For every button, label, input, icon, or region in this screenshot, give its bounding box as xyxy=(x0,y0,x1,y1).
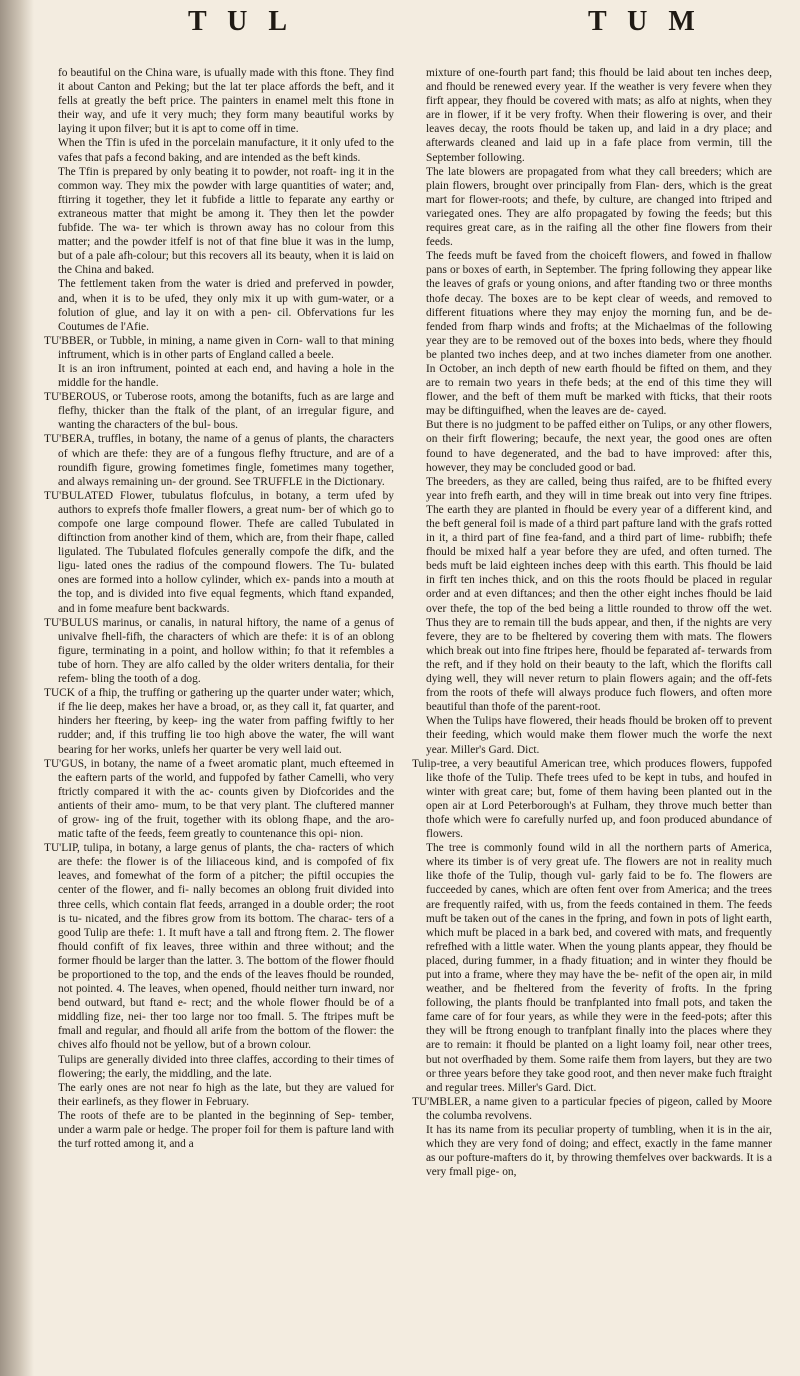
dictionary-entry: TU'BERA, truffles, in botany, the name of a genus of plants, the characters of which are thefe: they are of a fungous flefhy ftructure, and are of a roundifh figure, growing fometimes fingle, fometimes many together, and always remaining un- der ground. See TRUFFLE in the Dictionary. xyxy=(44,433,394,488)
dictionary-entry: Tulip-tree, a very beautiful American tree, which produces flowers, fuppofed like thofe of the Tulip. Thefe trees ufed to be kept in tubs, and houfed in winter with great care; but, fome of them having been planted out in the open air at Lord Peterborough's at Fulham, they throve much better than thofe which were fo carefully nurfed up, and foon produced abundance of flowers. xyxy=(412,757,772,841)
entry-paragraph: The breeders, as they are called, being thus raifed, are to be fhifted every year into frefh earth, and they will in time break out into very fine ftripes. The earth they are planted in fhould be every year of a different kind, and the beft general foil is made of a third part pafture land with the grafs rotted in it, a third part of fine fea-fand, and a third part of lime- rubbifh; thefe fhould be mixed half a year before they are ufed, and often turned. The beds muft be laid eighteen inches deep with this earth. This fhould be laid in firft ten inches thick, and on this the roots fhould be placed in regular order and at even diftances; and then the other eight inches fhould be laid over thefe, the top of the bed being a little rounded to throw off the wet. Thus they are to remain till the buds appear, and then, if the nights are very fevere, they are to be fheltered by covering them with mats. The flowers which break out into fine ftripes here, fhould be feparated af- terwards from the reft, and if they hold on their beauty to the laft, which the florifts call dying well, they will never return to plain flowers again; and the off-fets from the roots of thefe will always produce fuch flowers, and often more beautiful than thofe of the parent-root. xyxy=(426,475,772,714)
dictionary-entry: TU'BEROUS, or Tuberose roots, among the botanifts, fuch as are large and flefhy, thicker than the ftalk of the plant, of an irregular figure, and wanting the characters of the bul- bous. xyxy=(44,391,394,432)
entry-paragraph: It has its name from its peculiar property of tumbling, when it is in the air, which they are very fond of doing; and effect, exactly in the fame manner as our pofture-mafters do it, by throwing themfelves over backwards. It is a very fmall pige- on, xyxy=(426,1124,772,1179)
dictionary-entry: TUCK of a fhip, the truffing or gathering up the quarter under water; which, if fhe lie deep, makes her have a broad, or, as they call it, fat quarter, and hinders her fteering, by keep- ing the water from paffing fwiftly to her rudder; and, if this truffing lie too high above the water, fhe will want bearing for her works, unlefs her quarter be very well laid out. xyxy=(44,687,394,756)
running-head-left: T U L xyxy=(188,6,295,37)
entry-paragraph: It is an iron inftrument, pointed at each end, and having a hole in the middle for the handle. xyxy=(58,362,394,390)
entry-paragraph: Tulips are generally divided into three claffes, according to their times of flowering; the early, the middling, and the late. xyxy=(58,1053,394,1080)
entry-paragraph: But there is no judgment to be paffed either on Tulips, or any other flowers, on their firft flowering; becaufe, the next year, the good ones are often found to have degenerated, and the bad to have improved: after this, however, they may be concluded good or bad. xyxy=(426,419,772,474)
running-head-right: T U M xyxy=(588,6,702,37)
page-binding-shadow xyxy=(0,0,34,1376)
dictionary-entry: TU'BULUS marinus, or canalis, in natural hiftory, the name of a genus of univalve fhell-fifh, the characters of which are thefe: it is of an oblong figure, terminating in a point, and hollow within; fo that it refembles a tube of horn. They are alfo called by the older writers dentalia, for their refem- bling the tooth of a dog. xyxy=(44,616,394,686)
entry-paragraph: The late blowers are propagated from what they call breeders; which are plain flowers, brought over principally from Flan- ders, which is the great mart for flower-roots; and thefe, by culture, are changed into ftriped and variegated ones. They are alfo propagated by fowing the feeds; but this requires great care, as in the raifing all the other fine flowers from their feeds. xyxy=(426,165,772,249)
entry-paragraph: The tree is commonly found wild in all the northern parts of America, where its timber is of very great ufe. The flowers are not in reality much like thofe of the Tulip, though vul- garly faid to be fo. The flowers are fucceeded by canes, which are often fent over from America; and the trees are frequently raifed, with us, from the feeds contained in them. The feeds muft be taken out of the canes in the fpring, and fown in pots of light earth, which muft be placed in a bark bed, and covered with mats, and frequently refrefhed with a little water. When the young plants appear, they fhould be placed, during fummer, in a fhady fituation; and in winter they fhould be put into a frame, where they may have the be- nefit of the open air, in mild weather, and be fheltered from the feverity of frofts. In the fpring following, the plants fhould be tranfplanted into fmall pots, and taken the fame care of for four years, as while they were in the feed-pots; after this they will be ftrong enough to tranfplant finally into the places where they are to remain: it fhould be planted on a light loamy foil, near other trees, but not overfhaded by them. Some raife them from layers, but they are two or three years before they take good root, and then never make fuch ftraight and regular trees. Miller's Gard. Dict. xyxy=(426,842,772,1094)
left-column xyxy=(44,66,394,1366)
entry-paragraph: The roots of thefe are to be planted in the beginning of Sep- tember, under a warm pale or hedge. The proper foil for them is pafture land with the turf rotted among it, and a xyxy=(58,1109,394,1151)
dictionary-entry: TU'MBLER, a name given to a particular fpecies of pigeon, called by Moore the columba revolvens. xyxy=(412,1095,772,1122)
entry-paragraph: The Tfin is prepared by only beating it to powder, not roaft- ing it in the common way. They mix the powder with large quantities of water; and, ftirring it together, they let it fubfide a little to feparate any earthy or extraneous matter that might be among it. They then let the powder fubfide. The wa- ter which is thrown away has no colour from this matter; and the powder itfelf is not of that fine blue it was in the lump, but of a pale afh-colour; but this recovers all its beauty, when it is laid on the China and baked. xyxy=(58,165,394,277)
entry-paragraph: When the Tulips have flowered, their heads fhould be broken off to prevent their feeding, which would make them flower much the worfe the next year. Miller's Gard. Dict. xyxy=(426,715,772,756)
dictionary-entry: TU'BBER, or Tubble, in mining, a name given in Corn- wall to that mining inftrument, which is in other parts of England called a beele. xyxy=(44,334,394,361)
entry-paragraph: The fettlement taken from the water is dried and preferved in powder, and, when it is to be ufed, they only mix it up with gum-water, or a folution of glue, and lay it on with a pen- cil. Obfervations fur les Coutumes de l'Afie. xyxy=(58,278,394,333)
dictionary-entry: TU'GUS, in botany, the name of a fweet aromatic plant, much efteemed in the eaftern parts of the world, and fuppofed by father Camelli, who very ftrictly compared it with the ac- counts given by Diofcorides and the antients of their amo- mum, to be that very plant. The cluftered manner of grow- ing of the fruit, together with its oblong fhape, and the aro- matic tafte of the feeds, feem greatly to countenance this opi- nion. xyxy=(44,757,394,841)
entry-paragraph: mixture of one-fourth part fand; this fhould be laid about ten inches deep, and fhould be renewed every year. If the weather is very fevere when they firft appear, they fhould be covered with mats; as alfo at nights, when they are in flower, if it be very frofty. When their flowering is over, and their leaves decay, the roots fhould be taken up, and laid in a dry place; and afterwards cleaned and laid up in a fafe place from vermin, till the September following. xyxy=(426,67,772,164)
right-column xyxy=(412,66,772,1366)
entry-paragraph: When the Tfin is ufed in the porcelain manufacture, it it only ufed to the vafes that pafs a fecond baking, and are intended as the beft kinds. xyxy=(58,137,394,164)
entry-paragraph: fo beautiful on the China ware, is ufually made with this ftone. They find it about Canton and Peking; but the lat ter place affords the beft, and it fells at greatly the beft price. The painters in enamel melt this ftone in their way, and ufe it very much; they form many beautiful works by laying it upon filver; but it is apt to come off in time. xyxy=(58,67,394,136)
entry-paragraph: The feeds muft be faved from the choiceft flowers, and fowed in fhallow pans or boxes of earth, in September. The fpring following they appear like the leaves of grafs or young onions, and after ftanding two or three months thofe decay. The boxes are to be kept clear of weeds, and removed to different fituations where they may enjoy the morning fun, and be de- fended from fharp winds and frofts; at the Michaelmas of the following year they are to be removed out of the boxes into beds, where they fhould be planted two inches deep, and at two inches diameter from one another. In October, an inch depth of new earth fhould be fifted on them, and they are to remain two years in thefe beds; at the end of this time they will flower, and the beft of them muft be marked with fticks, that their roots may be diftinguifhed, when the leaves are de- cayed. xyxy=(426,250,772,418)
dictionary-entry: TU'LIP, tulipa, in botany, a large genus of plants, the cha- racters of which are thefe: the flower is of the liliaceous kind, and is compofed of fix leaves, and fomewhat of the form of a pitcher; the piftil occupies the center of the flower, and fi- nally becomes an oblong fruit divided into three cells, which contain flat feeds, arranged in a double order; the root is tu- nicated, and the fibres grow from its bottom. The charac- ters of a good Tulip are thefe: 1. It muft have a tall and ftrong ftem. 2. The flower fhould confift of fix leaves, three within and three without; and the former fhould be larger than the latter. 3. The bottom of the flower fhould be proportioned to the top, and the ends of the leaves fhould be rounded, not pointed. 4. The leaves, when opened, fhould neither turn inward, nor bend outward, but ftand e- rect; and the whole flower fhould be of a middling fize, nei- ther too large nor too fmall. 5. The ftripes muft be fmall and regular, and fhould all arife from the bottom of the flower: the chives alfo fhould not be yellow, but of a brown colour. xyxy=(44,842,394,1052)
entry-paragraph: The early ones are not near fo high as the late, but they are valued for their earlinefs, as they flower in February. xyxy=(58,1081,394,1108)
dictionary-entry: TU'BULATED Flower, tubulatus flofculus, in botany, a term ufed by authors to exprefs thofe fmaller flowers, a great num- ber of which go to compofe one large compound flower. Thefe are called Tubulated in diftinction from another kind of them, which are, from their fhape, called ligulated. The Tubulated flofcules generally compofe the difk, and the ligu- lated ones the radius of the compound flowers. The Tu- bulated ones are formed into a hollow cylinder, which ex- pands into a mouth at the top, and is divided into five equal fegments, which ftand expanded, and in fome meafure bent backwards. xyxy=(44,489,394,615)
